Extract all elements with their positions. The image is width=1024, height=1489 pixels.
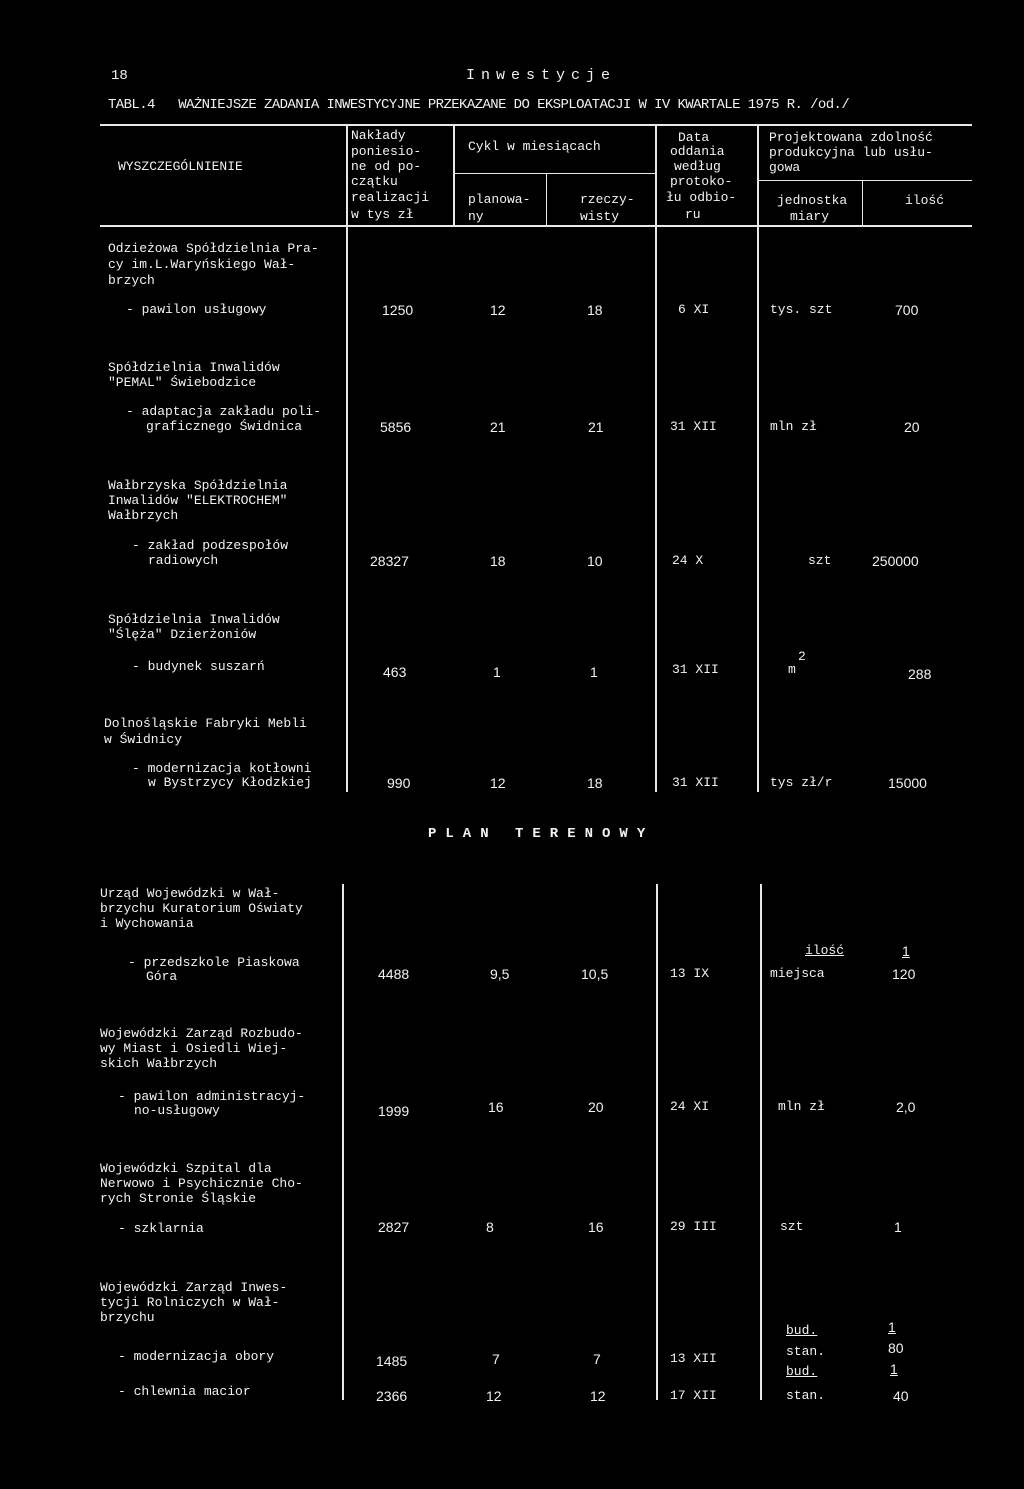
date-value: 6 XI (678, 302, 710, 317)
actual-value: 20 (588, 1099, 604, 1115)
page-number: 18 (111, 68, 128, 84)
col-divider-date (757, 124, 759, 792)
item-name: no-usługowy (134, 1103, 220, 1118)
planned-value: 7 (492, 1351, 500, 1367)
unit-value-secondary: stan. (786, 1344, 826, 1359)
planned-value: 21 (490, 419, 506, 435)
entity-name: Wojewódzki Zarząd Rozbudo- (100, 1026, 303, 1041)
table-title: TABL.4 WAŻNIEJSZE ZADANIA INWESTYCYJNE PRZEKAZANE DO EKSPLOATACJI W IV KWARTALE 1975 R. /od./ (108, 97, 850, 113)
entity-name: brzychu (100, 1310, 155, 1325)
col-divider-date-lower (760, 884, 762, 1400)
qty-value: 288 (908, 666, 932, 682)
col-divider-actual-lower (656, 884, 658, 1400)
outlay-value: 4488 (378, 966, 410, 982)
date-value: 24 XI (670, 1099, 710, 1114)
planned-value: 12 (490, 302, 506, 318)
rule-capacity (759, 180, 972, 181)
item-name: - przedszkole Piaskowa (128, 955, 300, 970)
date-value: 17 XII (670, 1388, 717, 1403)
item-name: - modernizacja kotłowni (132, 761, 312, 776)
entity-name: tycji Rolniczych w Wał- (100, 1295, 280, 1310)
col-divider-actual (655, 124, 657, 792)
unit-value: mln zł (778, 1099, 825, 1114)
unit-value: ilość (805, 943, 845, 958)
header-qty: ilość (905, 193, 945, 208)
item-name: - budynek suszarń (132, 659, 265, 674)
entity-name: brzych (108, 273, 155, 288)
qty-value: 1 (890, 1361, 898, 1377)
rule-header-bottom (100, 225, 972, 227)
unit-value: tys zł/r (770, 775, 833, 790)
header-cycle: Cykl w miesiącach (468, 139, 601, 154)
rule-top (100, 124, 972, 126)
entity-name: Spółdzielnia Inwalidów (108, 360, 280, 375)
outlay-value: 1485 (376, 1353, 408, 1369)
col-divider-outlay (453, 124, 455, 226)
section-heading-plan-terenowy: PLAN TERENOWY (428, 826, 655, 842)
date-value: 29 III (670, 1219, 717, 1234)
qty-value-secondary: 120 (892, 966, 916, 982)
item-name: - modernizacja obory (118, 1349, 275, 1364)
qty-value: 2,0 (896, 1099, 916, 1115)
planned-value: 12 (490, 775, 506, 791)
outlay-value: 5856 (380, 419, 412, 435)
entity-name: cy im.L.Waryńskiego Wał- (108, 257, 296, 272)
entity-name: Spółdzielnia Inwalidów (108, 612, 280, 627)
unit-value-secondary: stan. (786, 1388, 826, 1403)
entity-name: Wałbrzych (108, 508, 179, 523)
planned-value: 12 (486, 1388, 502, 1404)
header-spec: WYSZCZEGÓLNIENIE (118, 159, 243, 174)
entity-name: Inwalidów "ELEKTROCHEM" (108, 493, 288, 508)
section-title: Inwestycje (466, 67, 617, 84)
actual-value: 18 (587, 775, 603, 791)
entity-name: Urząd Wojewódzki w Wał- (100, 886, 280, 901)
actual-value: 10,5 (581, 966, 609, 982)
date-value: 13 IX (670, 966, 710, 981)
unit-value: szt (808, 553, 832, 568)
qty-value: 1 (888, 1319, 896, 1335)
date-value: 13 XII (670, 1351, 717, 1366)
outlay-value: 1250 (382, 302, 414, 318)
col-divider-unit (862, 181, 863, 226)
qty-value-secondary: 80 (888, 1340, 904, 1356)
actual-value: 16 (588, 1219, 604, 1235)
entity-name: Wojewódzki Szpital dla (100, 1161, 272, 1176)
planned-value: 18 (490, 553, 506, 569)
item-name: - adaptacja zakładu poli- (126, 404, 322, 419)
entity-name: Dolnośląskie Fabryki Mebli (104, 716, 307, 731)
entity-name: "Ślęża" Dzierżoniów (108, 627, 257, 642)
qty-value-secondary: 40 (893, 1388, 909, 1404)
col-divider-spec (346, 124, 348, 792)
item-name: - chlewnia macior (118, 1384, 251, 1399)
qty-value: 1 (902, 943, 910, 959)
actual-value: 18 (587, 302, 603, 318)
unit-value: szt (780, 1219, 804, 1234)
item-name: graficznego Świdnica (146, 419, 303, 434)
planned-value: 16 (488, 1099, 504, 1115)
entity-name: wy Miast i Osiedli Wiej- (100, 1041, 288, 1056)
item-name: - szklarnia (118, 1221, 204, 1236)
date-value: 31 XII (672, 662, 719, 677)
outlay-value: 2366 (376, 1388, 408, 1404)
item-name: - pawilon usługowy (126, 302, 267, 317)
qty-value: 20 (904, 419, 920, 435)
rule-cycle (455, 173, 655, 174)
outlay-value: 28327 (370, 553, 409, 569)
outlay-value: 1999 (378, 1103, 410, 1119)
entity-name: Wojewódzki Zarząd Inwes- (100, 1280, 288, 1295)
col-divider-spec-lower (342, 884, 344, 1400)
unit-value: bud. (786, 1364, 818, 1379)
item-name: Góra (146, 969, 178, 984)
unit-superscript: 2 (798, 649, 806, 664)
planned-value: 8 (486, 1219, 494, 1235)
item-name: - pawilon administracyj- (118, 1089, 306, 1104)
unit-value: tys. szt (770, 302, 833, 317)
qty-value: 700 (895, 302, 919, 318)
actual-value: 21 (588, 419, 604, 435)
unit-value-secondary: miejsca (770, 966, 825, 981)
col-divider-cycle (546, 174, 547, 226)
date-value: 31 XII (672, 775, 719, 790)
actual-value: 7 (593, 1351, 601, 1367)
entity-name: Odzieżowa Spółdzielnia Pra- (108, 241, 319, 256)
unit-value: bud. (786, 1323, 818, 1338)
item-name: w Bystrzycy Kłodzkiej (148, 775, 312, 790)
date-value: 24 X (672, 553, 704, 568)
entity-name: Nerwowo i Psychicznie Cho- (100, 1176, 303, 1191)
outlay-value: 2827 (378, 1219, 410, 1235)
unit-value: m (788, 662, 796, 677)
date-value: 31 XII (670, 419, 717, 434)
planned-value: 9,5 (490, 966, 510, 982)
item-name: radiowych (148, 553, 219, 568)
entity-name: w Świdnicy (104, 732, 183, 747)
entity-name: rych Stronie Śląskie (100, 1191, 257, 1206)
entity-name: brzychu Kuratorium Oświaty (100, 901, 303, 916)
outlay-value: 463 (383, 664, 407, 680)
entity-name: i Wychowania (100, 916, 194, 931)
qty-value: 250000 (872, 553, 919, 569)
entity-name: Wałbrzyska Spółdzielnia (108, 478, 288, 493)
entity-name: "PEMAL" Świebodzice (108, 375, 257, 390)
planned-value: 1 (493, 664, 501, 680)
qty-value: 1 (894, 1219, 902, 1235)
outlay-value: 990 (387, 775, 411, 791)
actual-value: 1 (590, 664, 598, 680)
unit-value: mln zł (770, 419, 817, 434)
qty-value: 15000 (888, 775, 927, 791)
actual-value: 12 (590, 1388, 606, 1404)
item-name: - zakład podzespołów (132, 538, 289, 553)
entity-name: skich Wałbrzych (100, 1056, 218, 1071)
actual-value: 10 (587, 553, 603, 569)
